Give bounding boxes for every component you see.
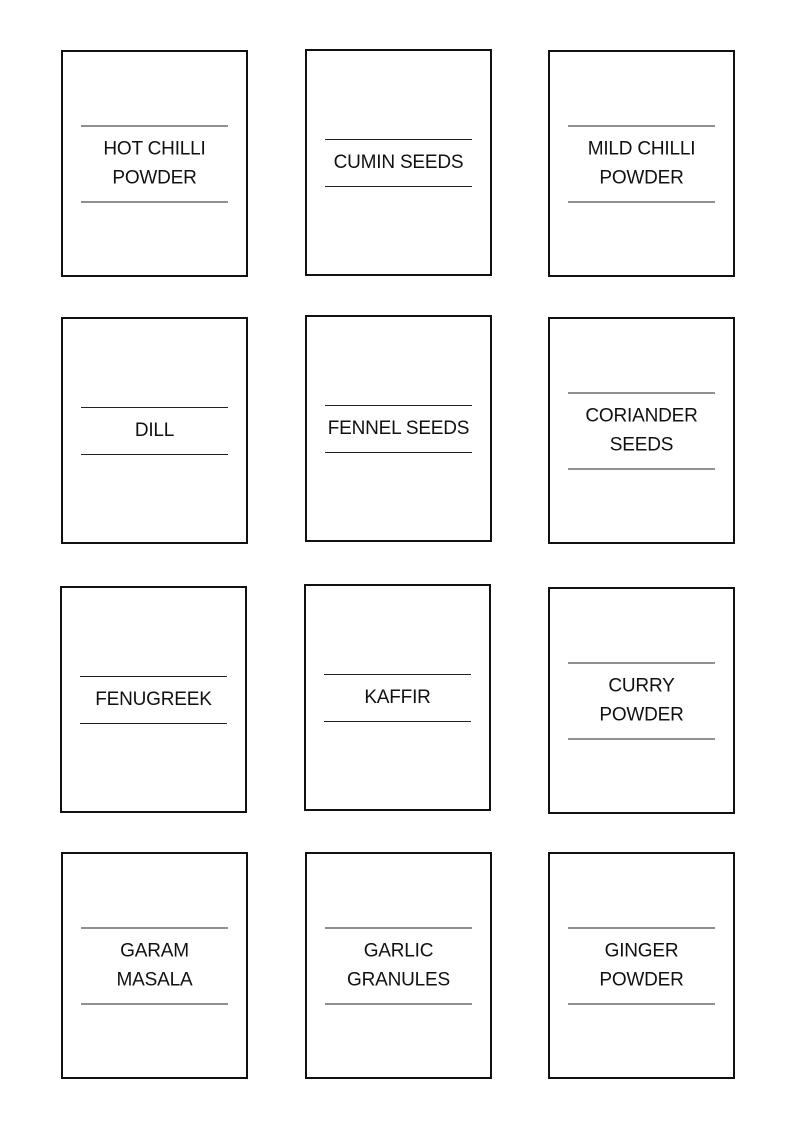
label-band [325,405,472,453]
spice-name: DILL [134,419,175,441]
label-band [324,674,471,722]
label-band [568,392,715,469]
spice-name: GARLIC GRANULES [347,940,450,990]
label-band [81,407,228,455]
spice-label [548,852,735,1079]
spice-label [61,317,248,544]
spice-name: HOT CHILLI POWDER [103,138,206,188]
spice-label [305,49,492,276]
spice-label [304,584,491,811]
spice-label [61,50,248,277]
spice-label [548,587,735,814]
spice-label [305,852,492,1079]
label-band [325,139,472,187]
spice-name: GARAM MASALA [116,940,193,990]
label-band [80,676,227,724]
spice-name: KAFFIR [364,686,431,708]
spice-label [548,317,735,544]
label-band [568,927,715,1004]
spice-label [60,586,247,813]
spice-label [61,852,248,1079]
label-band [81,125,228,202]
spice-name: FENUGREEK [95,688,212,710]
spice-name: MILD CHILLI POWDER [587,138,696,188]
spice-name: CURRY POWDER [599,675,684,725]
label-band [81,927,228,1004]
label-band [568,662,715,739]
label-band [325,927,472,1004]
spice-name: CUMIN SEEDS [333,151,464,173]
spice-label [548,50,735,277]
spice-name: FENNEL SEEDS [327,417,470,439]
spice-label [305,315,492,542]
spice-name: GINGER POWDER [599,940,684,990]
spice-name: CORIANDER SEEDS [585,405,698,455]
label-band [568,125,715,202]
